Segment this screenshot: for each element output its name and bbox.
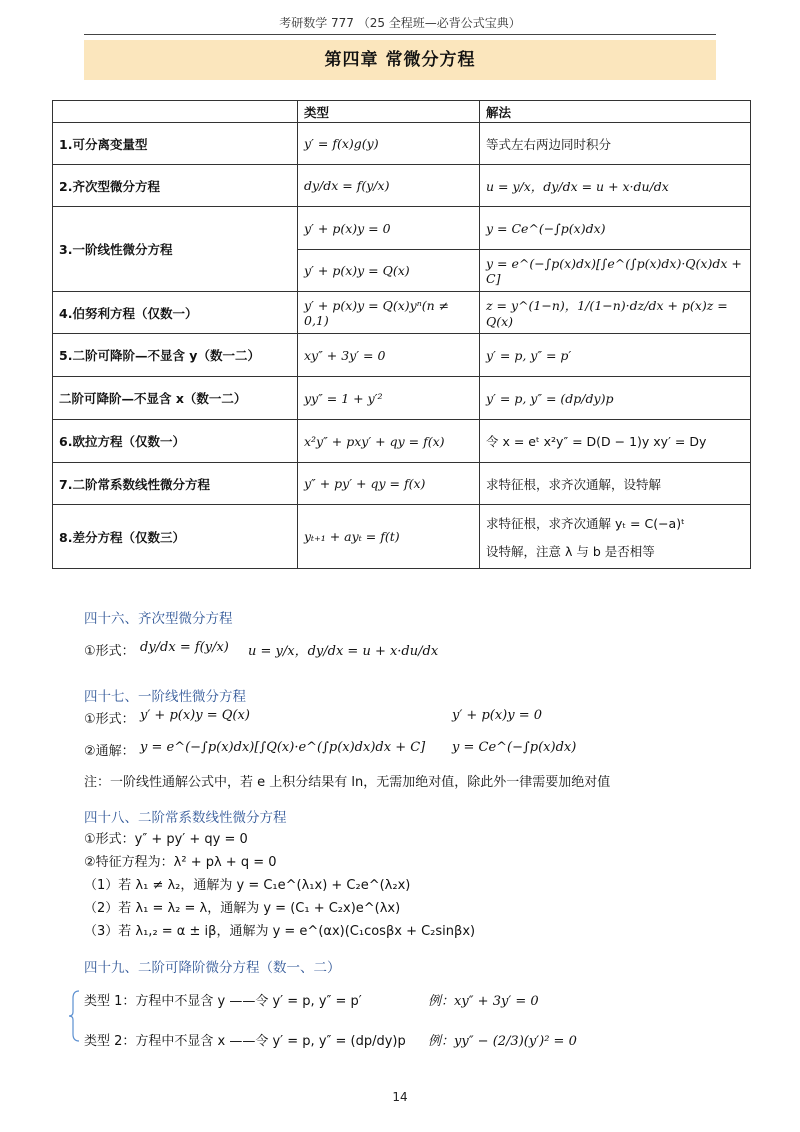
table-row (53, 292, 751, 334)
row-method: 求特征根，求齐次通解，设特解 (480, 463, 751, 505)
s46-form-label: ①形式： (84, 644, 135, 659)
row-type: yy″ = 1 + y′² (298, 377, 480, 420)
s47-form-label: ①形式： (84, 712, 135, 727)
row-type: dy/dx = f(y/x) (298, 165, 480, 207)
row-name: 3.一阶线性微分方程 (53, 207, 298, 292)
s49-example-1: 例：xy″ + 3y′ = 0 (428, 994, 539, 1009)
row-name: 6.欧拉方程（仅数一） (53, 420, 298, 463)
section-48-title: 四十八、二阶常系数线性微分方程 (84, 810, 287, 826)
table-row (53, 420, 751, 463)
s46-substitution: u = y/x，dy/dx = u + x·du/dx (248, 644, 439, 659)
row-type: y′ + p(x)y = Q(x) (298, 250, 480, 292)
table-row (53, 165, 751, 207)
s48-line-4: （2）若 λ₁ = λ₂ = λ，通解为 y = (C₁ + C₂x)e^(λx) (84, 901, 401, 916)
row-name: 二阶可降阶—不显含 x（数一二） (53, 377, 298, 420)
chapter-title: 第四章 常微分方程 (84, 40, 716, 80)
row-name: 7.二阶常系数线性微分方程 (53, 463, 298, 505)
row-type: y′ = f(x)g(y) (298, 123, 480, 165)
section-46-title: 四十六、齐次型微分方程 (84, 611, 233, 627)
row-name: 5.二阶可降阶—不显含 y（数一二） (53, 334, 298, 377)
row-name: 2.齐次型微分方程 (53, 165, 298, 207)
page-number: 14 (392, 1090, 408, 1104)
row-method: z = y^(1−n)，1/(1−n)·dz/dx + p(x)z = Q(x) (480, 292, 751, 334)
s49-type-2: 类型 2：方程中不显含 x ——令 y′ = p, y″ = (dp/dy)p (84, 1034, 406, 1049)
row-method: y′ = p, y″ = p′ (480, 334, 751, 377)
row-name: 1.可分离变量型 (53, 123, 298, 165)
row-type: y′ + p(x)y = 0 (298, 207, 480, 250)
s46-form: dy/dx = f(y/x) (140, 640, 229, 655)
row-name: 4.伯努利方程（仅数一） (53, 292, 298, 334)
col-header-method: 解法 (480, 101, 751, 123)
row-method: 令 x = eᵗ x²y″ = D(D − 1)y xy′ = Dy (480, 420, 751, 463)
row-name: 8.差分方程（仅数三） (53, 505, 298, 569)
row-method (480, 505, 751, 569)
section-47-title: 四十七、一阶线性微分方程 (84, 689, 246, 705)
s47-form-homogeneous: y′ + p(x)y = 0 (452, 708, 543, 723)
row-method: y = Ce^(−∫p(x)dx) (480, 207, 751, 250)
s49-example-2: 例：yy″ − (2/3)(y′)² = 0 (428, 1034, 577, 1049)
row-type: xy″ + 3y′ = 0 (298, 334, 480, 377)
table-row (53, 123, 751, 165)
section-49-title: 四十九、二阶可降阶微分方程（数一、二） (84, 960, 341, 976)
s48-line-1: ①形式：y″ + py′ + qy = 0 (84, 832, 248, 847)
table-row (53, 207, 751, 250)
table-row (53, 463, 751, 505)
row-type: y″ + py′ + qy = f(x) (298, 463, 480, 505)
s47-solution: y = e^(−∫p(x)dx)[∫Q(x)·e^(∫p(x)dx)dx + C] (140, 740, 426, 755)
table-row (53, 377, 751, 420)
table-header-row (53, 101, 751, 123)
s47-solution-homogeneous: y = Ce^(−∫p(x)dx) (452, 740, 577, 755)
s47-solution-label: ②通解： (84, 744, 135, 759)
row-type: yₜ₊₁ + ayₜ = f(t) (298, 505, 480, 569)
col-header-type: 类型 (298, 101, 480, 123)
col-header-blank (53, 101, 298, 123)
s48-line-2: ②特征方程为：λ² + pλ + q = 0 (84, 855, 277, 870)
row-method-line1: 求特征根，求齐次通解 yₜ = C(−a)ᵗ (486, 515, 685, 531)
s48-line-3: （1）若 λ₁ ≠ λ₂，通解为 y = C₁e^(λ₁x) + C₂e^(λ₂x) (84, 878, 411, 893)
formula-table (52, 100, 751, 569)
table-row (53, 334, 751, 377)
row-type: x²y″ + pxy′ + qy = f(x) (298, 420, 480, 463)
row-method-line2: 设特解，注意 λ 与 b 是否相等 (486, 543, 655, 559)
row-method: y = e^(−∫p(x)dx)[∫e^(∫p(x)dx)·Q(x)dx + C] (480, 250, 751, 292)
s49-type-1: 类型 1：方程中不显含 y ——令 y′ = p, y″ = p′ (84, 994, 362, 1009)
row-method: u = y/x，dy/dx = u + x·du/dx (480, 165, 751, 207)
s47-note: 注：一阶线性通解公式中，若 e 上积分结果有 ln，无需加绝对值，除此外一律需要加绝对值 (84, 775, 611, 790)
s47-form: y′ + p(x)y = Q(x) (140, 708, 250, 723)
header-divider (84, 34, 716, 35)
row-method: y′ = p, y″ = (dp/dy)p (480, 377, 751, 420)
running-header: 考研数学 777 （25 全程班—必背公式宝典） (279, 16, 521, 30)
brace-icon (68, 990, 80, 1042)
row-type: y′ + p(x)y = Q(x)yⁿ(n ≠ 0,1) (298, 292, 480, 334)
s48-line-5: （3）若 λ₁,₂ = α ± iβ，通解为 y = e^(αx)(C₁cosβx + C₂sinβx) (84, 924, 476, 939)
row-method: 等式左右两边同时积分 (480, 123, 751, 165)
table-row (53, 505, 751, 569)
